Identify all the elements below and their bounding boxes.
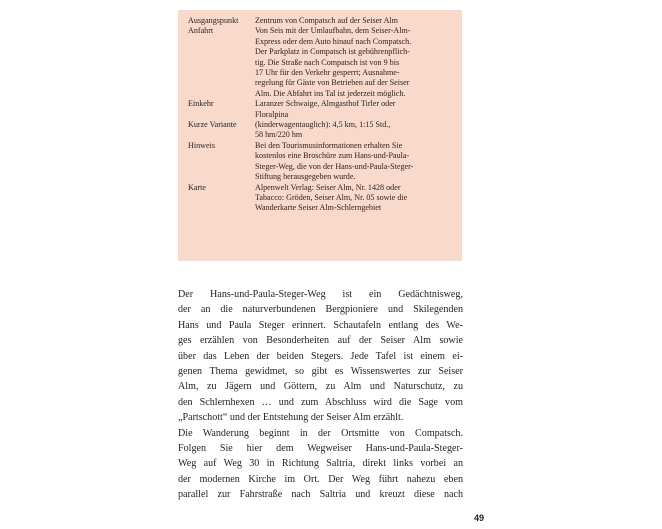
- info-value-line: tig. Die Straße nach Compatsch ist von 9 bis: [255, 57, 400, 67]
- body-line: den Schlernhexen … und zum Abschluss wird die Sage vom: [178, 396, 463, 408]
- info-value-line: Bei den Tourismusinformationen erhalten Sie: [255, 140, 403, 150]
- body-line: Die Wanderung beginnt in der Ortsmitte von Compatsch.: [178, 427, 463, 439]
- info-row: [188, 16, 456, 26]
- info-value-line: 58 hm/220 hm: [255, 130, 303, 140]
- body-line: über das Leben der beiden Stegers. Jede Tafel ist einem ei-: [178, 350, 463, 362]
- page-number: 49: [474, 513, 485, 523]
- info-value-line: Stiftung herausgegeben wurde.: [255, 172, 356, 182]
- info-value-line: 17 Uhr für den Verkehr gesperrt; Ausnahme-: [255, 68, 400, 78]
- body-line: Der Hans-und-Paula-Steger-Weg ist ein Gedächtnisweg,: [178, 289, 463, 300]
- info-value-line: Wanderkarte Seiser Alm-Schlerngebiet: [255, 203, 382, 213]
- info-value-line: (kinderwagentauglich): 4,5 km, 1:15 Std.,: [255, 120, 391, 130]
- info-row: [188, 99, 456, 120]
- body-line: genen Thema gewidmet, so gibt es Wissenswertes zur Seiser: [178, 365, 463, 377]
- info-label: Karte: [188, 182, 206, 192]
- info-label: Anfahrt: [188, 26, 214, 36]
- info-value-line: Alpenwelt Verlag: Seiser Alm, Nr. 1428 oder: [255, 182, 401, 192]
- info-value-line: Tabacco: Gröden, Seiser Alm, Nr. 05 sowie die: [255, 192, 408, 202]
- info-value-line: Steger-Weg, die von der Hans-und-Paula-Steger-: [255, 161, 414, 171]
- info-value-line: Express oder dem Auto hinauf nach Compatsch.: [255, 36, 412, 46]
- body-line: Weg auf Weg 30 in Richtung Saltria, direkt links vorbei an: [178, 458, 463, 470]
- info-row: [188, 183, 456, 214]
- body-line: Alm, zu Jägern und Göttern, zu Alm und Naturschutz, zu: [178, 381, 463, 393]
- info-value: [255, 141, 456, 183]
- info-label: Ausgangspunkt: [188, 16, 239, 25]
- body-line: Hans und Paula Steger erinnert. Schautafeln entlang des We-: [178, 319, 463, 331]
- body-line: der modernen Kirche im Ort. Der Weg führt nahezu eben: [178, 473, 463, 485]
- body-line: Folgen Sie hier dem Wegweiser Hans-und-Paula-Steger-: [178, 442, 463, 454]
- info-label: Einkehr: [188, 99, 214, 109]
- info-row: [188, 26, 456, 99]
- info-value-line: Laranzer Schwaige, Almgasthof Tirler oder: [255, 99, 396, 109]
- info-value-line: kostenlos eine Broschüre zum Hans-und-Paula-: [255, 151, 410, 161]
- info-value: [255, 99, 456, 120]
- info-row: [188, 120, 456, 141]
- info-label: Hinweis: [188, 140, 215, 150]
- body-line: der an die naturverbundenen Bergpioniere und Skilegenden: [178, 304, 463, 316]
- info-value: [255, 26, 456, 99]
- info-value: [255, 120, 456, 141]
- body-line: parallel zur Fahrstraße nach Saltria und kreuzt diese nach: [178, 489, 463, 501]
- body-line: „Partschott“ und der Entstehung der Seiser Alm erzählt.: [178, 412, 404, 424]
- info-label: Kurze Variante: [188, 120, 237, 130]
- info-value: [255, 16, 456, 26]
- info-value: [255, 183, 456, 214]
- info-value-line: Von Seis mit der Umlaufbahn, dem Seiser-Alm-: [255, 26, 411, 36]
- body-line: ges erzählen von Besonderheiten auf der Seiser Alm sowie: [178, 335, 463, 347]
- info-value-line: Floralpina: [255, 109, 289, 119]
- info-value-line: Zentrum von Compatsch auf der Seiser Alm: [255, 16, 398, 25]
- info-row: [188, 141, 456, 183]
- info-value-line: regelung für Gäste von Betrieben auf der Seiser: [255, 78, 410, 88]
- info-value-line: Alm. Die Abfahrt ins Tal ist jederzeit möglich.: [255, 88, 406, 98]
- info-box: [178, 10, 462, 261]
- body-text: [178, 287, 463, 502]
- info-value-line: Der Parkplatz in Compatsch ist gebührenpflich-: [255, 47, 410, 57]
